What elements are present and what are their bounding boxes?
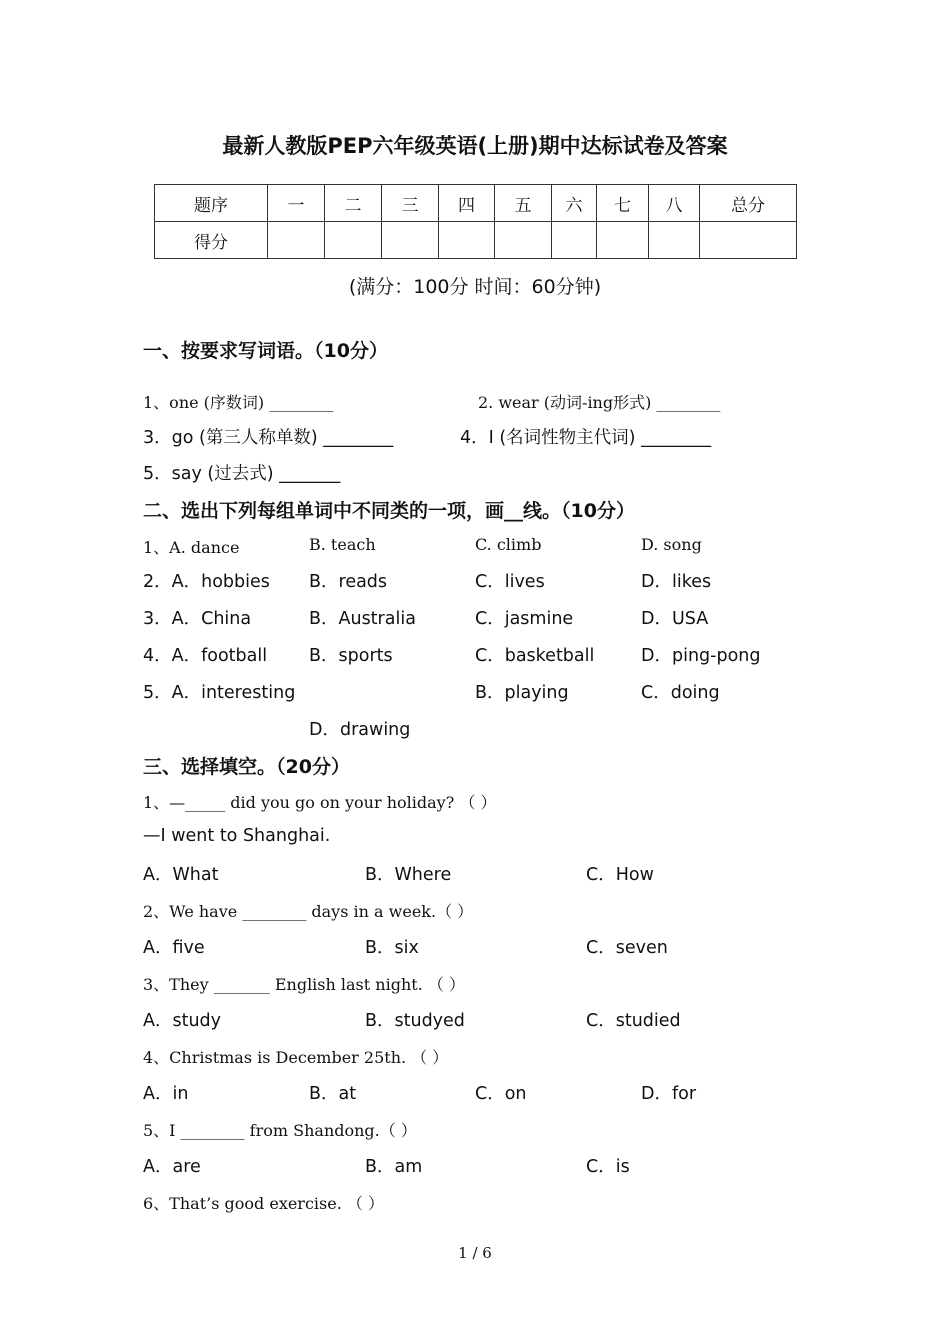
score-table [154,184,797,259]
s2-option: B．playing [475,683,569,703]
s2-option: C．jasmine [475,609,574,629]
s2-option: 3．A．China [143,609,252,629]
score-table-header-cell: 七 [597,185,649,222]
score-cell[interactable] [495,222,552,259]
s2-option: C．lives [475,572,545,592]
section1-heading: 一、按要求写词语。（10分） [143,340,388,362]
s1-question-4: 4．I (名词性物主代词) ________ [460,428,712,448]
s3-option: B．six [365,938,419,958]
s1-question-3: 3．go (第三人称单数) ________ [143,428,394,448]
score-cell[interactable] [439,222,495,259]
s3-question-1: 1、—_____ did you go on your holiday? （ ） [143,793,497,812]
s3-option: C．on [475,1084,527,1104]
s2-option: D．likes [641,572,712,592]
s3-question-1-answer: —I went to Shanghai. [143,826,331,846]
score-table-header-cell: 题序 [155,185,268,222]
s2-option: D．USA [641,609,709,629]
s3-question-5: 5、I ________ from Shandong.（ ） [143,1121,417,1140]
s3-option: C．seven [586,938,668,958]
s3-option: C．is [586,1157,630,1177]
score-row-label: 得分 [155,222,268,259]
exam-info: (满分：100分 时间：60分钟) [348,276,602,298]
s3-option: A．are [143,1157,201,1177]
s3-question-3: 3、They _______ English last night. （ ） [143,975,465,994]
s3-option: A．What [143,865,219,885]
s3-option: B．studyed [365,1011,465,1031]
score-table-header-cell: 八 [649,185,700,222]
score-table-header-cell: 总分 [700,185,797,222]
s2-option: D. song [641,535,702,554]
score-table-header-cell: 五 [495,185,552,222]
s1-question-5: 5．say (过去式) _______ [143,464,341,484]
score-cell[interactable] [268,222,325,259]
score-table-score-row [155,222,797,259]
score-table-header-cell: 二 [325,185,382,222]
s3-option: B．am [365,1157,423,1177]
s2-option: B．reads [309,572,388,592]
page-number: 1 / 6 [458,1244,492,1262]
s2-option: 2．A．hobbies [143,572,270,592]
s1-question-2: 2. wear (动词-ing形式) ________ [478,393,721,412]
s3-option: B．Where [365,865,452,885]
s3-question-4: 4、Christmas is December 25th. （ ） [143,1048,449,1067]
page-title: 最新人教版PEP六年级英语(上册)期中达标试卷及答案 [222,134,728,158]
s3-option: D．for [641,1084,697,1104]
s3-option: B．at [309,1084,357,1104]
section3-heading: 三、选择填空。（20分） [143,756,350,778]
score-cell[interactable] [597,222,649,259]
score-table-header-cell: 四 [439,185,495,222]
s3-option: C．How [586,865,654,885]
score-table-header-row [155,185,797,222]
s2-option: B．sports [309,646,393,666]
s1-question-1: 1、one (序数词) ________ [143,393,334,412]
s2-option: B. teach [309,535,376,554]
s3-option: A．five [143,938,205,958]
s2-option: D．ping-pong [641,646,761,666]
score-cell[interactable] [649,222,700,259]
s2-option: 1、A. dance [143,538,240,557]
s2-option: 4．A．football [143,646,268,666]
s2-option: 5．A．interesting [143,683,296,703]
section2-heading: 二、选出下列每组单词中不同类的一项，画__线。（10分） [143,500,635,522]
s2-option: D．drawing [309,720,411,740]
score-cell[interactable] [325,222,382,259]
score-cell[interactable] [382,222,439,259]
s3-question-2: 2、We have ________ days in a week.（ ） [143,902,474,921]
s2-option: C．doing [641,683,720,703]
s2-option: B．Australia [309,609,416,629]
s3-option: A．study [143,1011,222,1031]
s3-option: A．in [143,1084,189,1104]
s2-option: C．basketball [475,646,595,666]
score-table-header-cell: 三 [382,185,439,222]
s2-option: C. climb [475,535,542,554]
s3-question-6: 6、That’s good exercise. （ ） [143,1194,384,1213]
score-cell[interactable] [700,222,797,259]
s3-option: C．studied [586,1011,681,1031]
score-cell[interactable] [552,222,597,259]
score-table-header-cell: 六 [552,185,597,222]
score-table-header-cell: 一 [268,185,325,222]
